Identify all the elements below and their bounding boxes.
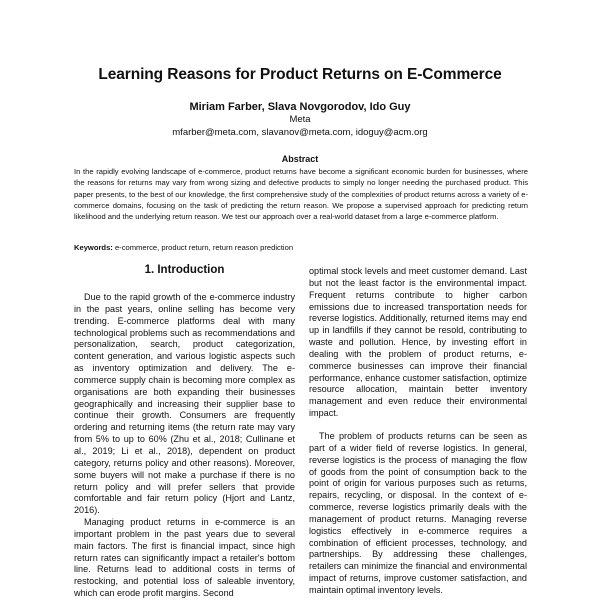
author-list: Miriam Farber, Slava Novgorodov, Ido Guy (189, 101, 411, 113)
author-emails: mfarber@meta.com, slavanov@meta.com, idoguy@acm.org (172, 127, 428, 138)
intro-paragraph-2: Managing product returns in e-commerce is an important problem in the past years due to several main factors. The first is financial impact, since high return rates can significantly impact a retailer's bottom line. Returns lead to additional costs in terms of restocking, and potential loss of saleable inventory, which can erode profit margins. Second (74, 517, 295, 599)
intro-paragraph-1: Due to the rapid growth of the e-commerce industry in the past years, online selling has become very trending. E-commerce platforms deal with many technological problems such as recommendations and personalization, search, product categorization, content generation, and various logistic aspects such as inventory optimization and delivery. The e-commerce supply chain is becoming more complex as organisations are both expanding their businesses geographically and increasing their supplier base to continue their growth. Consumers are frequently ordering and returning items (the return rate may vary from 5% to up to 60% (Zhu et al., 2018; Cullinane et al., 2019; Li et al., 2018), dependent on product category, returns policy and other reasons). Moreover, some buyers will not make a purchase if there is no return policy and will prefer sellers that provide comfortable and fair return policy (Hjort and Lantz, 2016). (74, 292, 295, 516)
abstract-body: In the rapidly evolving landscape of e-commerce, product returns have become a significant economic burden for businesses, where the reasons for returns may vary from wrong sizing and defective products to simply no longer needing the purchased product. This paper presents, to the best of our knowledge, the first comprehensive study of the complexities of product returns across a variety of e-commerce domains, focusing on the task of predicting the return reason. We propose a supervised approach for predicting return likelihood and the underlying return reason. We test our approach over a real-world dataset from a large e-commerce platform. (74, 167, 528, 222)
intro-paragraph-continued: optimal stock levels and meet customer demand. Last but not the least factor is the environmental impact. Frequent returns contribute to higher carbon emissions due to increased transportation needs for reverse logistics. Additionally, returned items may end up in landfills if they cannot be resold, contributing to waste and pollution. Hence, by investing effort in dealing with the problem of product returns, e-commerce businesses can improve their financial performance, enhance customer satisfaction, optimize resource allocation, maintain better inventory management and even reduce their environmental impact. (309, 266, 527, 419)
left-column (74, 292, 295, 600)
keywords-line (74, 243, 528, 252)
intro-paragraph-reverse-logistics: The problem of products returns can be seen as part of a wider field of reverse logistics. In general, reverse logistics is the process of managing the flow of goods from the point of consumption back to the point of origin for various purposes such as returns, repairs, recycling, or disposal. In the context of e-commerce, reverse logistics primarily deals with the management of product returns. Managing reverse logistics effectively in e-commerce requires a combination of efficient processes, technology, and partnerships. By addressing these challenges, retailers can minimize the financial and environmental impact of returns, improve customer satisfaction, and maintain optimal inventory levels. (309, 430, 527, 595)
abstract-heading: Abstract (281, 154, 319, 164)
affiliation: Meta (289, 114, 311, 125)
section-heading-introduction: 1. Introduction (144, 264, 225, 276)
keywords-label: Keywords: (74, 243, 113, 252)
right-column (309, 266, 527, 597)
keywords-text: e-commerce, product return, return reason prediction (114, 243, 294, 252)
paper-title: Learning Reasons for Product Returns on E-Commerce (98, 66, 502, 83)
